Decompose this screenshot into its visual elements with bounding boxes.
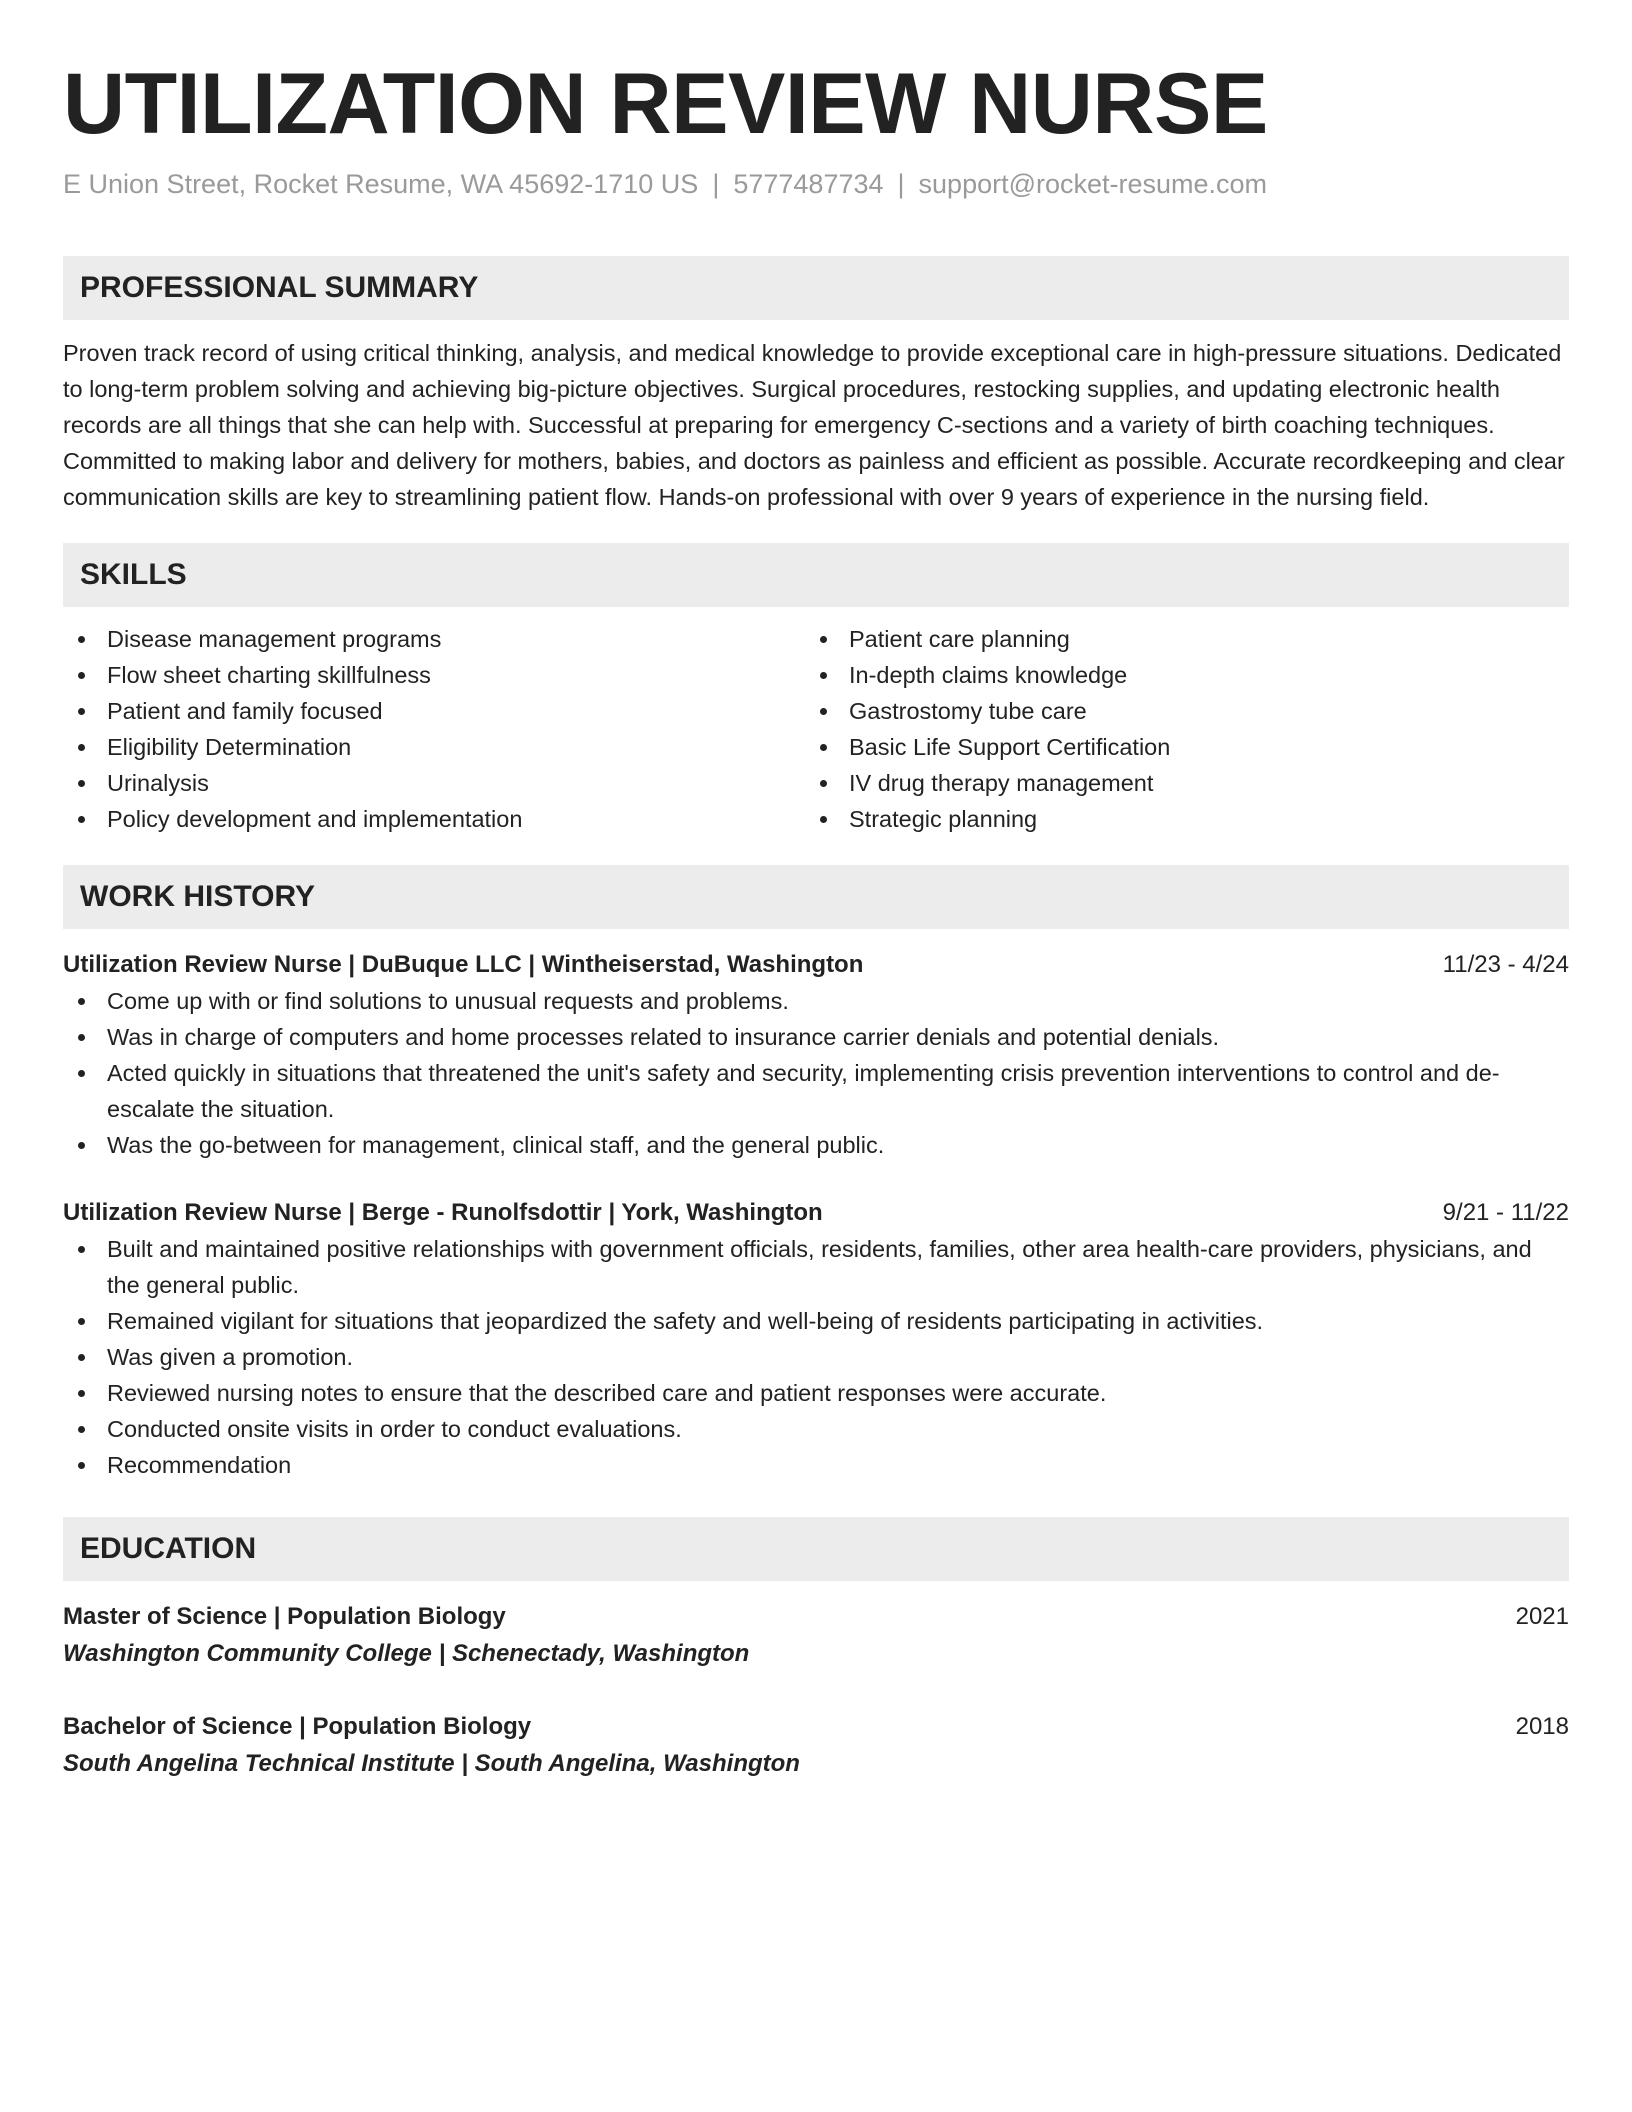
job-dates: 9/21 - 11/22 xyxy=(1442,1199,1569,1226)
job-duty: Remained vigilant for situations that jeopardized the safety and well-being of residents participating in activities. xyxy=(63,1303,1569,1339)
skill-item: IV drug therapy management xyxy=(805,765,1569,801)
skill-item: Strategic planning xyxy=(805,801,1569,837)
email-link[interactable]: support@rocket-resume.com xyxy=(918,169,1268,199)
skills-column-right xyxy=(805,621,1569,837)
job-duty: Was in charge of computers and home processes related to insurance carrier denials and potential denials. xyxy=(63,1019,1569,1055)
job-duty: Acted quickly in situations that threatened the unit's safety and security, implementing crisis prevention interventions to control and de-escalate the situation. xyxy=(63,1055,1569,1127)
graduation-year: 2018 xyxy=(1515,1713,1569,1740)
skill-item: Patient care planning xyxy=(805,621,1569,657)
education-entry-heading xyxy=(63,1709,1569,1745)
job-title: Utilization Review Nurse | DuBuque LLC | Wintheiserstad, Washington xyxy=(63,951,864,978)
skill-item: Flow sheet charting skillfulness xyxy=(63,657,805,693)
job-heading xyxy=(63,1195,1569,1231)
job-duty: Built and maintained positive relationships with government officials, residents, families, other area health-care providers, physicians, and the general public. xyxy=(63,1231,1569,1303)
skill-item: Policy development and implementation xyxy=(63,801,805,837)
skill-item: Eligibility Determination xyxy=(63,729,805,765)
education-entry-heading xyxy=(63,1599,1569,1635)
job-duty: Was the go-between for management, clinical staff, and the general public. xyxy=(63,1127,1569,1163)
skill-item: Basic Life Support Certification xyxy=(805,729,1569,765)
job-dates: 11/23 - 4/24 xyxy=(1442,951,1569,978)
skills-column-left xyxy=(63,621,805,837)
section-header-summary: PROFESSIONAL SUMMARY xyxy=(63,256,1569,320)
summary-text: Proven track record of using critical thinking, analysis, and medical knowledge to provide exceptional care in high-pressure situations. Dedicated to long-term problem solving and achieving big-picture objectives. Surgical procedures, restocking supplies, and updating electronic health records are all things that she can help with. Successful at preparing for emergency C-sections and a variety of birth coaching techniques. Committed to making labor and delivery for mothers, babies, and doctors as painless and efficient as possible. Accurate recordkeeping and clear communication skills are key to streamlining patient flow. Hands-on professional with over 9 years of experience in the nursing field. xyxy=(63,340,1565,510)
section-header-education: EDUCATION xyxy=(63,1517,1569,1581)
address: E Union Street, Rocket Resume, WA 45692-1710 US xyxy=(63,169,699,199)
skill-item: Gastrostomy tube care xyxy=(805,693,1569,729)
degree: Master of Science | Population Biology xyxy=(63,1603,506,1630)
degree: Bachelor of Science | Population Biology xyxy=(63,1713,532,1740)
school: Washington Community College | Schenectady, Washington xyxy=(63,1640,750,1667)
candidate-name: UTILIZATION REVIEW NURSE xyxy=(63,56,1268,152)
job-duty: Recommendation xyxy=(63,1447,1569,1483)
skill-item: Patient and family focused xyxy=(63,693,805,729)
phone: 5777487734 xyxy=(733,169,884,199)
graduation-year: 2021 xyxy=(1515,1603,1569,1630)
school: South Angelina Technical Institute | South Angelina, Washington xyxy=(63,1750,800,1777)
job-title: Utilization Review Nurse | Berge - Runolfsdottir | York, Washington xyxy=(63,1199,823,1226)
job-duties-list xyxy=(63,1231,1569,1483)
section-header-work-history: WORK HISTORY xyxy=(63,865,1569,929)
skill-item: Urinalysis xyxy=(63,765,805,801)
skill-item: In-depth claims knowledge xyxy=(805,657,1569,693)
skills-list xyxy=(63,621,1569,837)
section-header-skills: SKILLS xyxy=(63,543,1569,607)
contact-line xyxy=(63,166,1569,202)
job-duty: Was given a promotion. xyxy=(63,1339,1569,1375)
job-duty: Reviewed nursing notes to ensure that the described care and patient responses were accurate. xyxy=(63,1375,1569,1411)
contact-separator: | xyxy=(897,169,905,199)
job-duty: Conducted onsite visits in order to conduct evaluations. xyxy=(63,1411,1569,1447)
skill-item: Disease management programs xyxy=(63,621,805,657)
job-duties-list xyxy=(63,983,1569,1163)
job-heading xyxy=(63,947,1569,983)
job-duty: Come up with or find solutions to unusual requests and problems. xyxy=(63,983,1569,1019)
contact-separator: | xyxy=(712,169,720,199)
